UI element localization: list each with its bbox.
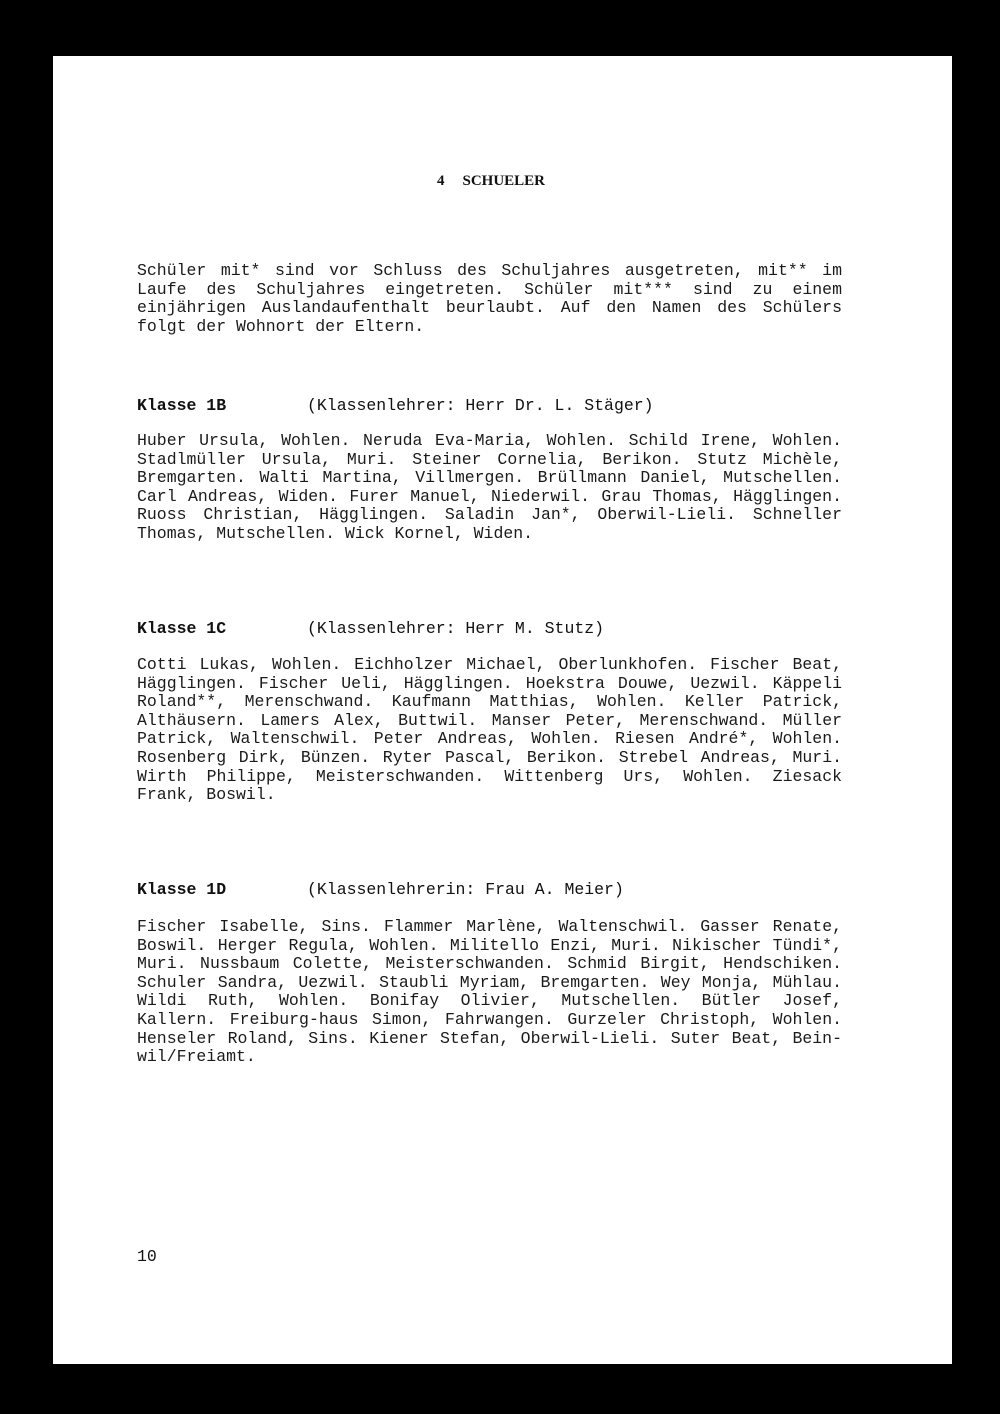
student-list-1d: Fischer Isabelle, Sins. Flammer Marlène, Waltenschwil. Gasser Renate, Boswil. Herger Regula, Wohlen. Militello Enzi, Muri. Nikischer Tündi*, Muri. Nussbaum Colette, Meisterschwanden. Schmid Birgit, Hendschiken. Schuler Sandra, Uezwil. Staubli Myriam, Bremgarten. Wey Monja, Mühlau. Wildi Ruth, Wohlen. Bonifay Olivier, Mutschellen. Bütler Josef, Kallern. Freiburg-haus Simon, Fahrwangen. Gurzeler Christoph, Wohlen. Henseler Roland, Sins. Kiener Stefan, Oberwil-Lieli. Suter Beat, Bein-wil/Freiamt.: [137, 917, 842, 1067]
class-heading-1d: [137, 880, 842, 899]
class-teacher: (Klassenlehrerin: Frau A. Meier): [307, 880, 624, 899]
class-name: Klasse 1D: [137, 880, 227, 899]
class-teacher: (Klassenlehrer: Herr M. Stutz): [307, 619, 605, 638]
student-list-1c: Cotti Lukas, Wohlen. Eichholzer Michael, Oberlunkhofen. Fischer Beat, Hägglingen. Fischer Ueli, Hägglingen. Hoekstra Douwe, Uezwil. Käppeli Roland**, Merenschwand. Kaufmann Matthias, Wohlen. Keller Patrick, Althäusern. Lamers Alex, Buttwil. Manser Peter, Merenschwand. Müller Patrick, Waltenschwil. Peter Andreas, Wohlen. Riesen André*, Wohlen. Rosenberg Dirk, Bünzen. Ryter Pascal, Berikon. Strebel Andreas, Muri. Wirth Philippe, Meisterschwanden. Wittenberg Urs, Wohlen. Ziesack Frank, Boswil.: [137, 655, 842, 805]
class-heading-1c: [137, 619, 842, 638]
section-number: 4: [436, 173, 445, 189]
class-heading-1b: [137, 396, 842, 415]
section-heading: SCHUELER: [462, 173, 546, 189]
class-teacher: (Klassenlehrer: Herr Dr. L. Stäger): [307, 396, 654, 415]
student-list-1b: Huber Ursula, Wohlen. Neruda Eva-Maria, Wohlen. Schild Irene, Wohlen. Stadlmüller Ursula, Muri. Steiner Cornelia, Berikon. Stutz Michèle, Bremgarten. Walti Martina, Villmergen. Brüllmann Daniel, Mutschellen. Carl Andreas, Widen. Furer Manuel, Niederwil. Grau Thomas, Hägglingen. Ruoss Christian, Hägglingen. Saladin Jan*, Oberwil-Lieli. Schneller Thomas, Mutschellen. Wick Kornel, Widen.: [137, 431, 842, 543]
document-page: [53, 56, 952, 1364]
class-name: Klasse 1B: [137, 396, 227, 415]
section-title: [53, 173, 929, 190]
intro-paragraph: Schüler mit* sind vor Schluss des Schuljahres ausgetreten, mit** im Laufe des Schuljahres eingetreten. Schüler mit*** sind zu einem einjährigen Auslandaufenthalt beurlaubt. Auf den Namen des Schülers folgt der Wohnort der Eltern.: [137, 261, 842, 336]
page-number: 10: [137, 1247, 157, 1266]
class-name: Klasse 1C: [137, 619, 227, 638]
